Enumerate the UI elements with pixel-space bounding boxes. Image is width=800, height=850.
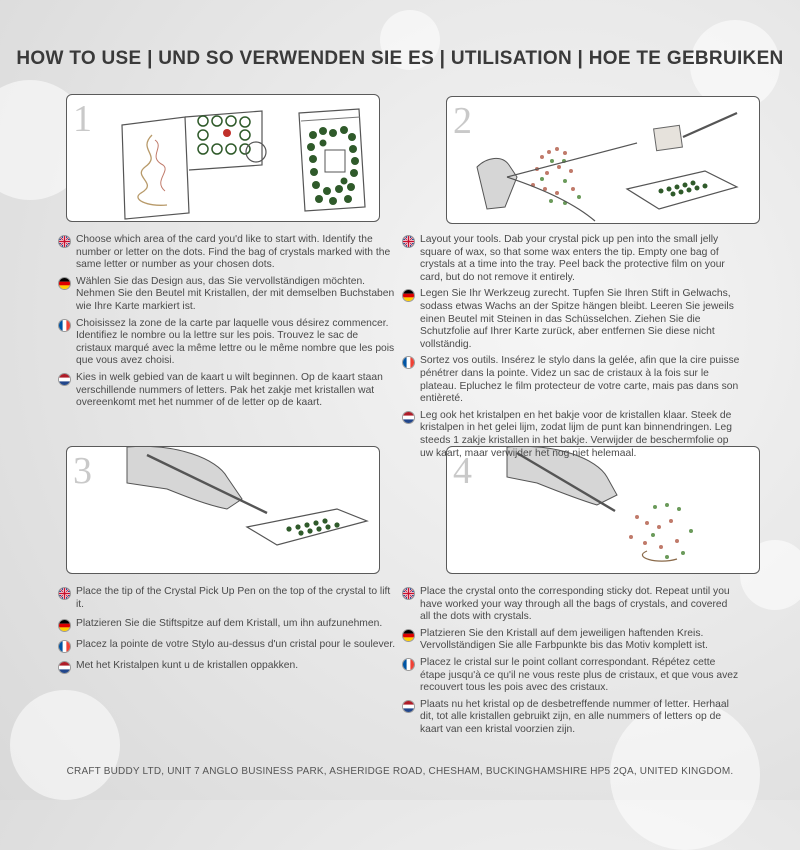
step-number: 4 xyxy=(453,450,472,492)
instruction-nl xyxy=(402,410,740,460)
instruction-text: Choose which area of the card you'd like to start with. Identify the number or letter on the dots. Find the bag of crystals marked with the same letter or number as your chosen dots. xyxy=(76,234,391,271)
german-flag-icon xyxy=(58,619,71,632)
step-1-illustration xyxy=(66,94,380,222)
instruction-en xyxy=(58,234,396,272)
instruction-de xyxy=(402,288,740,351)
uk-flag-icon xyxy=(402,235,415,248)
instruction-fr xyxy=(402,355,740,405)
card-and-bag-illustration xyxy=(67,95,379,221)
place-crystal-illustration xyxy=(447,447,759,573)
instruction-de xyxy=(58,618,396,632)
instruction-text: Leg ook het kristalpen en het bakje voor de kristallen klaar. Steek de kristalpen in het gelei lijm, zodat lijm de punt kan binnendringen. Leg steeds 1 zakje kristallen in het bakje. Verwijder de beschermfolie op uw kaart, maar verwijder het nog niet helemaal. xyxy=(420,409,732,459)
french-flag-icon xyxy=(58,319,71,332)
instruction-text: Place the crystal onto the corresponding sticky dot. Repeat until you have worked your way through all the bags of crystals, and covered all the dots with crystals. xyxy=(420,586,730,623)
french-flag-icon xyxy=(402,658,415,671)
german-flag-icon xyxy=(402,289,415,302)
instruction-text: Met het Kristalpen kunt u de kristallen oppakken. xyxy=(76,660,299,672)
instruction-nl xyxy=(402,699,740,737)
instruction-fr xyxy=(402,657,740,695)
instruction-text: Layout your tools. Dab your crystal pick up pen into the small jelly square of wax, so that some wax enters the tip. Empty one bag of crystals at a time into the tray. Peel back the protective film on your card, but do not remove it entirely. xyxy=(420,234,725,283)
step-number: 1 xyxy=(73,98,92,140)
bokeh-light xyxy=(10,690,120,800)
step-4-instructions xyxy=(402,586,740,741)
instruction-text: Legen Sie Ihr Werkzeug zurecht. Tupfen Sie Ihren Stift in Gelwachs, sodass etwas Wachs an der Spitze hängen bleibt. Leeren Sie jeweils einen Beutel mit Steinen in das Schüsselchen. Ziehen Sie die Schutzfolie auf Ihrer Karte zurück, aber entfernen Sie diese nicht vollständig. xyxy=(420,288,734,350)
instruction-text: Sortez vos outils. Insérez le stylo dans la gelée, afin que la cire puisse pénétrer dans la pointe. Videz un sac de cristaux à la fois sur le plateau. Epluchez le film protecteur de votre carte, mais pas dans son entièreté. xyxy=(420,355,740,405)
instruction-text: Placez le cristal sur le point collant correspondant. Répétez cette étape jusqu'à ce qu'il ne vous reste plus de cristaux, et que vous avez recouvert tous les pois avec des cristaux. xyxy=(420,656,739,694)
french-flag-icon xyxy=(58,640,71,653)
instruction-nl xyxy=(58,660,396,674)
dutch-flag-icon xyxy=(402,411,415,424)
instruction-de xyxy=(402,628,740,653)
german-flag-icon xyxy=(402,629,415,642)
instruction-text: Wählen Sie das Design aus, das Sie vervollständigen möchten. Nehmen Sie den Beutel mit Kristallen, der mit demselben Buchstaben wie Ihre Karte markiert ist. xyxy=(76,275,395,312)
step-3-instructions xyxy=(58,586,396,678)
instruction-text: Place the tip of the Crystal Pick Up Pen on the top of the crystal to lift it. xyxy=(76,586,391,610)
instruction-text: Choisissez la zone de la carte par laquelle vous désirez commencer. Identifiez le nombre ou la lettre sur les pois. Trouvez le sac de cristaux marqué avec la même lettre ou le même nombre que les pois que vous avez choisi. xyxy=(76,317,395,367)
uk-flag-icon xyxy=(58,235,71,248)
pick-up-crystal-illustration xyxy=(67,447,379,573)
instruction-text: Placez la pointe de votre Stylo au-dessus d'un cristal pour le soulever. xyxy=(76,639,396,651)
step-4-illustration xyxy=(446,446,760,574)
step-2-instructions xyxy=(402,234,740,464)
step-2-illustration xyxy=(446,96,760,224)
instruction-text: Kies in welk gebied van de kaart u wilt beginnen. Op de kaart staan verschillende nummers of letters. Pak het zakje met kristallen wat overeenkomt met het nummer of de letter op de kaart. xyxy=(76,371,383,409)
uk-flag-icon xyxy=(402,587,415,600)
instruction-text: Platzieren Sie den Kristall auf dem jeweiligen haftenden Kreis. Vervollständigen Sie alle Farbpunkte bis das Motiv komplett ist. xyxy=(420,627,708,652)
tools-layout-illustration xyxy=(447,97,759,223)
step-1-instructions xyxy=(58,234,396,414)
german-flag-icon xyxy=(58,277,71,290)
instruction-en xyxy=(402,234,740,284)
step-number: 3 xyxy=(73,450,92,492)
french-flag-icon xyxy=(402,356,415,369)
step-number: 2 xyxy=(453,100,472,142)
instruction-nl xyxy=(58,372,396,410)
dutch-flag-icon xyxy=(58,373,71,386)
instruction-de xyxy=(58,276,396,314)
page-title: HOW TO USE | UND SO VERWENDEN SIE ES | UTILISATION | HOE TE GEBRUIKEN xyxy=(16,48,784,69)
dutch-flag-icon xyxy=(402,700,415,713)
instruction-fr xyxy=(58,639,396,653)
step-3-illustration xyxy=(66,446,380,574)
uk-flag-icon xyxy=(58,587,71,600)
company-address: CRAFT BUDDY LTD, UNIT 7 ANGLO BUSINESS PARK, ASHERIDGE ROAD, CHESHAM, BUCKINGHAMSHIRE HP5 2QA, UNITED KINGDOM. xyxy=(66,766,734,777)
dutch-flag-icon xyxy=(58,661,71,674)
instruction-en xyxy=(402,586,740,624)
instruction-text: Platzieren Sie die Stiftspitze auf dem Kristall, um ihn aufzunehmen. xyxy=(76,618,383,630)
instruction-en xyxy=(58,586,396,611)
instruction-text: Plaats nu het kristal op de desbetreffende nummer of letter. Herhaal dit, tot alle kristallen gebruikt zijn, en alle nummers of letters op de kaart van een kristal voorzien zijn. xyxy=(420,698,729,735)
instruction-fr xyxy=(58,318,396,368)
